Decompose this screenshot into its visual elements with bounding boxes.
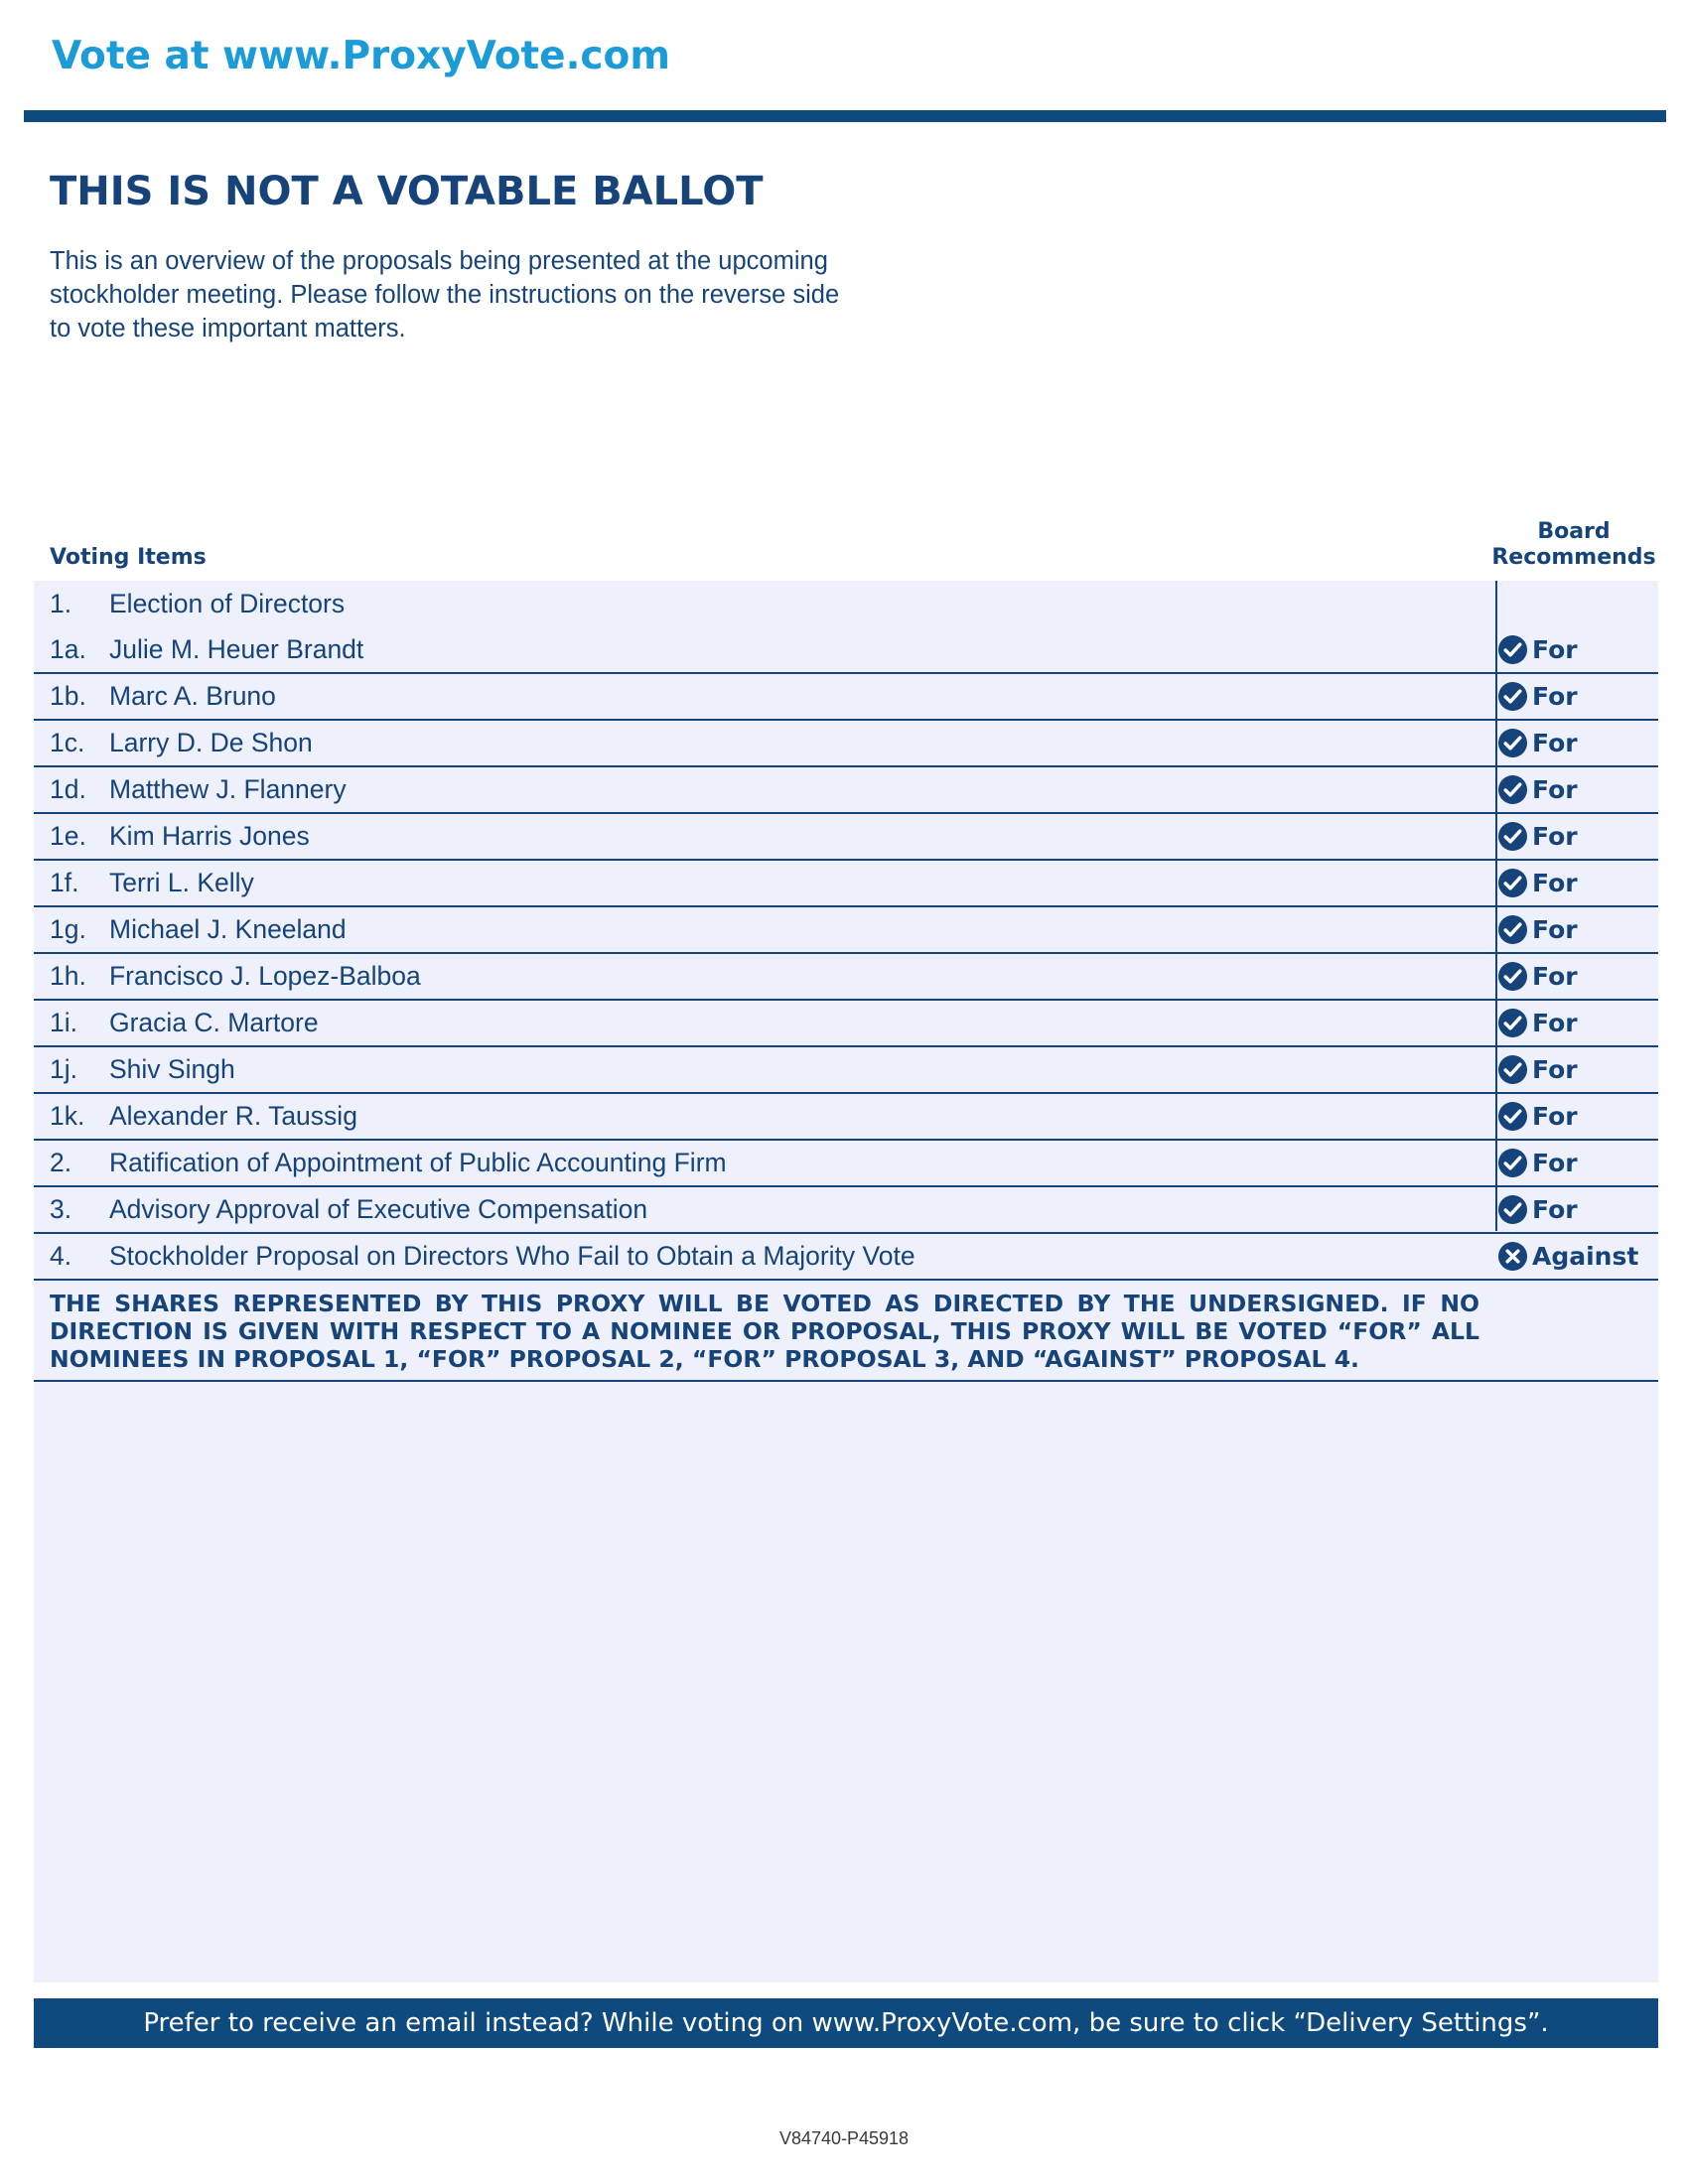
recommendation-label: For [1532, 1195, 1578, 1224]
board-recommendation [1497, 860, 1578, 906]
check-circle-icon [1497, 961, 1528, 992]
board-recommendation [1497, 953, 1578, 1000]
check-circle-icon [1497, 634, 1528, 665]
voting-item-row [34, 954, 1658, 1001]
vote-url-header: Vote at www.ProxyVote.com [52, 34, 670, 78]
intro-text: This is an overview of the proposals being presented at the upcoming stockholder meeting. Please follow the instructions on the reverse side to vote these important matters. [50, 247, 840, 342]
item-number: 1k. [50, 1101, 85, 1131]
item-label: Ratification of Appointment of Public Accounting Firm [109, 1148, 727, 1177]
item-label: Julie M. Heuer Brandt [109, 634, 364, 664]
board-recommendation [1497, 1000, 1578, 1046]
board-recommendation [1497, 1186, 1578, 1233]
check-circle-icon [1497, 1008, 1528, 1038]
header-divider [24, 110, 1666, 122]
item-label: Matthew J. Flannery [109, 774, 347, 804]
recommendation-label: For [1532, 1055, 1578, 1084]
board-recommendation [1497, 673, 1578, 720]
item-number: 1e. [50, 821, 86, 851]
voting-item-row [34, 861, 1658, 907]
check-circle-icon [1497, 821, 1528, 852]
recommendation-label: For [1532, 1102, 1578, 1131]
footer-text: Prefer to receive an email instead? While voting on www.ProxyVote.com, be sure to click “Delivery Settings”. [143, 2008, 1549, 2038]
item-label: Stockholder Proposal on Directors Who Fail to Obtain a Majority Vote [109, 1241, 915, 1271]
recommendation-label: Against [1532, 1242, 1639, 1271]
recommendation-label: For [1532, 869, 1578, 897]
item-label: Alexander R. Taussig [109, 1101, 357, 1131]
item-number: 2. [50, 1148, 72, 1177]
check-circle-icon [1497, 1054, 1528, 1085]
check-circle-icon [1497, 868, 1528, 898]
voting-item-row [34, 907, 1658, 954]
voting-item-row [34, 674, 1658, 721]
check-circle-icon [1497, 1194, 1528, 1225]
board-recommendation [1497, 1140, 1578, 1186]
recommendation-label: For [1532, 915, 1578, 944]
item-label: Election of Directors [109, 589, 346, 618]
item-number: 3. [50, 1194, 72, 1224]
board-recommendation [1497, 1233, 1638, 1280]
voting-items-header: Voting Items [50, 545, 207, 570]
board-header-line2: Recommends [1491, 545, 1656, 570]
item-number: 4. [50, 1241, 72, 1271]
item-label: Larry D. De Shon [109, 728, 313, 757]
item-label: Advisory Approval of Executive Compensation [109, 1194, 648, 1224]
item-label: Michael J. Kneeland [109, 914, 347, 944]
board-recommendation [1497, 766, 1578, 813]
voting-item-row [34, 627, 1658, 674]
default-voting-notice: THE SHARES REPRESENTED BY THIS PROXY WILL BE VOTED AS DIRECTED BY THE UNDERSIGNED. IF NO DIRECTION IS GIVEN WITH RESPECT TO A NOMINEE OR PROPOSAL, THIS PROXY WILL BE VOTED “FOR” ALL NOMINEES IN PROPOSAL 1, “FOR” PROPOSAL 2, “FOR” PROPOSAL 3, AND “AGAINST” PROPOSAL 4. [50, 1290, 1479, 1373]
recommendation-label: For [1532, 1009, 1578, 1037]
voting-item-row [34, 1047, 1658, 1094]
item-number: 1f. [50, 868, 79, 897]
recommendation-label: For [1532, 822, 1578, 851]
board-recommendation [1497, 626, 1578, 673]
check-circle-icon [1497, 1101, 1528, 1132]
voting-item-row [34, 1187, 1658, 1234]
item-number: 1i. [50, 1008, 77, 1037]
item-number: 1j. [50, 1054, 77, 1084]
board-recommends-header [1479, 519, 1668, 571]
board-recommendation [1497, 720, 1578, 766]
voting-item-row [34, 814, 1658, 861]
board-recommendation [1497, 906, 1578, 953]
item-number: 1h. [50, 961, 86, 991]
board-header-line1: Board [1537, 519, 1611, 544]
item-label: Kim Harris Jones [109, 821, 310, 851]
item-label: Gracia C. Martore [109, 1008, 319, 1037]
recommendation-label: For [1532, 775, 1578, 804]
check-circle-icon [1497, 728, 1528, 758]
board-recommendation [1497, 1046, 1578, 1093]
group-header-row [34, 581, 1658, 627]
footer-banner [34, 1998, 1658, 2048]
voting-item-row [34, 721, 1658, 767]
item-number: 1b. [50, 681, 86, 711]
recommendation-label: For [1532, 635, 1578, 664]
x-circle-icon [1497, 1241, 1528, 1272]
voting-item-row [34, 1094, 1658, 1141]
notice-divider [34, 1380, 1658, 1382]
voting-item-row [34, 767, 1658, 814]
check-circle-icon [1497, 774, 1528, 805]
voting-item-row [34, 1141, 1658, 1187]
page-title: THIS IS NOT A VOTABLE BALLOT [50, 169, 764, 214]
voting-item-row [34, 1234, 1658, 1281]
item-number: 1g. [50, 914, 86, 944]
recommendation-label: For [1532, 962, 1578, 991]
recommendation-label: For [1532, 682, 1578, 711]
board-recommendation [1497, 1093, 1578, 1140]
recommendation-label: For [1532, 729, 1578, 757]
item-number: 1. [50, 589, 72, 618]
item-label: Terri L. Kelly [109, 868, 254, 897]
column-divider [1495, 581, 1497, 1231]
check-circle-icon [1497, 914, 1528, 945]
document-code: V84740-P45918 [778, 2128, 910, 2148]
check-circle-icon [1497, 1148, 1528, 1178]
recommendation-label: For [1532, 1149, 1578, 1177]
item-number: 1c. [50, 728, 85, 757]
item-number: 1d. [50, 774, 86, 804]
board-recommendation [1497, 813, 1578, 860]
item-label: Marc A. Bruno [109, 681, 276, 711]
item-number: 1a. [50, 634, 86, 664]
check-circle-icon [1497, 681, 1528, 712]
voting-item-row [34, 1001, 1658, 1047]
item-label: Shiv Singh [109, 1054, 235, 1084]
item-label: Francisco J. Lopez-Balboa [109, 961, 421, 991]
